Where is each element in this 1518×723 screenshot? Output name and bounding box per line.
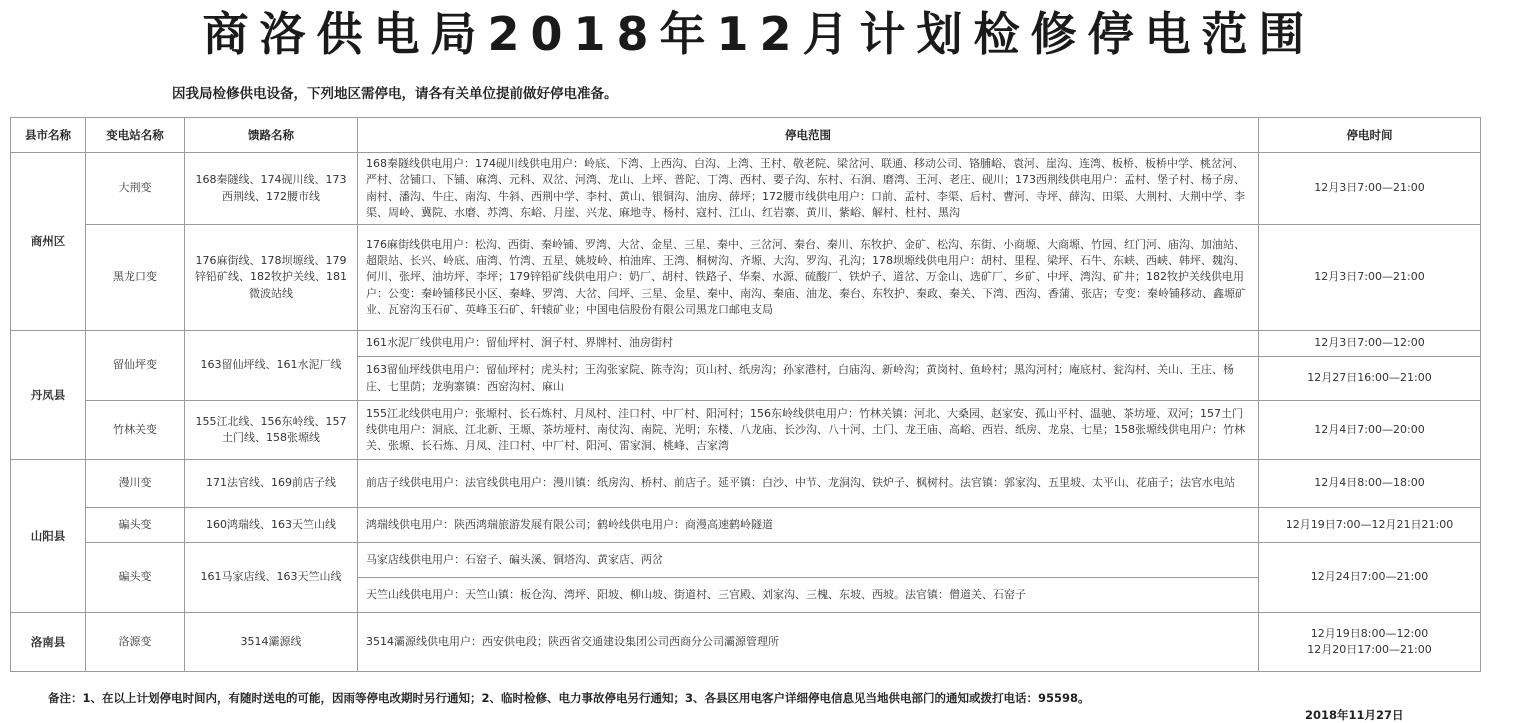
time-cell (1259, 613, 1481, 672)
time-cell: 12月4日8:00—18:00 (1259, 460, 1481, 508)
time-cell: 12月3日7:00—21:00 (1259, 153, 1481, 225)
substation-cell: 漫川变 (86, 460, 185, 508)
range-cell: 前店子线供电用户：法官线供电用户：漫川镇：纸房沟、桥村、前店子。延平镇：白沙、中节、龙洞沟、铁炉子、枫树村。法官镇：郭家沟、五里坡、太平山、花庙子；法官水电站 (358, 460, 1259, 508)
time-cell: 12月3日7:00—21:00 (1259, 225, 1481, 331)
feeder-cell: 160鸿瑞线、163天竺山线 (185, 508, 358, 543)
range-cell: 168秦隧线供电用户：174砚川线供电用户：岭底、下湾、上西沟、白沟、上湾、王村、敬老院、梁岔河、联通、移动公司、铬脯峪、袁河、崖沟、连湾、板桥、板桥中学、桃岔河、严村、岔铺口、下铺、麻湾、元科、双岔、河湾、龙山、上坪、普陀、丁湾、西村、要子沟、东村、石涧、磨湾、王河、老庄、砚川；173西荆线供电用户：孟村、堡子村、杨子房、南村、潘沟、牛庄、南沟、牛斜、西荆中学、李村、黄山、银铜沟、油房、薛坪；172腰市线供电用户：口前、孟村、李渠、后村、曹河、寺坪、薛沟、田渠、大荆村、大荆中学、李渠、周岭、冀院、水磨、苏湾、东峪、月崖、兴龙、麻地寺、杨村、寇村、江山、红岩寨、黄川、紫峪、解村、杜村、黑沟 (358, 153, 1259, 225)
table-row (11, 401, 1481, 460)
range-cell: 天竺山线供电用户：天竺山镇：板仓沟、湾坪、阳坡、柳山坡、街道村、三官殿、刘家沟、三槐、东坡、西坡。法官镇：僧道关、石窑子 (358, 578, 1259, 613)
table-row (11, 543, 1481, 578)
time-cell: 12月4日7:00—20:00 (1259, 401, 1481, 460)
feeder-cell: 163留仙坪线、161水泥厂线 (185, 331, 358, 401)
feeder-cell: 161马家店线、163天竺山线 (185, 543, 358, 613)
range-cell: 马家店线供电用户：石窑子、碥头溪、铜塔沟、黄家店、两岔 (358, 543, 1259, 578)
header-row (11, 118, 1481, 153)
time-cell: 12月19日7:00—12月21日21:00 (1259, 508, 1481, 543)
range-cell: 鸿瑞线供电用户：陕西鸿瑞旅游发展有限公司；鹤岭线供电用户：商漫高速鹤岭隧道 (358, 508, 1259, 543)
time-cell: 12月27日16:00—21:00 (1259, 357, 1481, 401)
table-row (11, 153, 1481, 225)
page-title: 商洛供电局2018年12月计划检修停电范围 (202, 7, 1316, 61)
footnote: 备注：1、在以上计划停电时间内，有随时送电的可能，因雨等停电改期时另行通知；2、临时检修、电力事故停电另行通知；3、各县区用电客户详细停电信息见当地供电部门的通知或拨打电话：95598。 (48, 691, 1090, 705)
substation-cell: 大荆变 (86, 153, 185, 225)
range-cell: 163留仙坪线供电用户：留仙坪村；虎头村；王沟张家院、陈寺沟；页山村、纸房沟；孙家港村，白庙沟、新岭沟；黄岗村、鱼岭村；黑沟河村；庵底村、瓮沟村、关山、王庄、杨庄、七里荫；龙驹寨镇：西窑沟村、麻山 (358, 357, 1259, 401)
substation-cell: 洛源变 (86, 613, 185, 672)
outage-table (10, 117, 1481, 672)
feeder-cell: 3514灞源线 (185, 613, 358, 672)
time-cell: 12月3日7:00—12:00 (1259, 331, 1481, 357)
county-cell: 山阳县 (11, 460, 86, 613)
feeder-cell: 155江北线、156东岭线、157土门线、158张塬线 (185, 401, 358, 460)
table-row (11, 225, 1481, 331)
table-row (11, 508, 1481, 543)
range-cell: 161水泥厂线供电用户：留仙坪村、涧子村、界牌村、油房街村 (358, 331, 1259, 357)
header-substation: 变电站名称 (86, 118, 185, 153)
issue-date: 2018年11月27日 (1305, 708, 1404, 722)
county-cell: 商州区 (11, 153, 86, 331)
substation-cell: 碥头变 (86, 543, 185, 613)
feeder-cell: 171法官线、169前店子线 (185, 460, 358, 508)
header-county: 县市名称 (11, 118, 86, 153)
time-cell: 12月24日7:00—21:00 (1259, 543, 1481, 613)
substation-cell: 碥头变 (86, 508, 185, 543)
header-range: 停电范围 (358, 118, 1259, 153)
substation-cell: 留仙坪变 (86, 331, 185, 401)
header-feeder: 馈路名称 (185, 118, 358, 153)
header-time: 停电时间 (1259, 118, 1481, 153)
table-row (11, 613, 1481, 672)
table-row (11, 331, 1481, 357)
range-cell: 3514灞源线供电用户：西安供电段；陕西省交通建设集团公司西商分公司灞源管理所 (358, 613, 1259, 672)
feeder-cell: 176麻街线、178坝塬线、179锌铅矿线、182牧护关线、181微波站线 (185, 225, 358, 331)
substation-cell: 黑龙口变 (86, 225, 185, 331)
time-line-2: 12月20日17:00—21:00 (1307, 643, 1432, 656)
county-cell: 丹凤县 (11, 331, 86, 460)
range-cell: 155江北线供电用户：张塬村、长石炼村、月凤村、洼口村、中厂村、阳河村；156东岭线供电用户：竹林关镇：河北、大桑园、赵家安、孤山平村、温驰、茶坊垭、双河；157土门线供电用户：洞底、江北新、王塬、茶坊垭村、南仗沟、南院、光明；东楼、八龙庙、长沙沟、八十河、土门、龙王庙、高峪、西岩、纸房、龙泉、七星；158张塬线供电用户：竹林关、张塬、长石炼、月凤、洼口村、中厂村、阳河、雷家洞、桃峰、吉家湾 (358, 401, 1259, 460)
county-cell: 洛南县 (11, 613, 86, 672)
substation-cell: 竹林关变 (86, 401, 185, 460)
feeder-cell: 168秦隧线、174砚川线、173西荆线、172腰市线 (185, 153, 358, 225)
table-row (11, 460, 1481, 508)
intro-text: 因我局检修供电设备，下列地区需停电，请各有关单位提前做好停电准备。 (172, 86, 618, 102)
range-cell: 176麻街线供电用户：松沟、西街、秦岭铺、罗湾、大岔、金星、三星、秦中、三岔河、秦台、秦川、东牧护、金矿、松沟、东街、小商塬、大商塬、竹园、红门河、庙沟、加油站、超限站、长兴、岭底、庙湾、竹湾、五星、姚坡岭、柏油库、王湾、桐树沟、齐塬、大沟、罗沟、孔沟；178坝塬线供电用户：胡村、里程、梁坪、石牛、东峡、西峡、韩坪、魏沟、何川、张坪、油坊坪、李坪；179锌铅矿线供电用户：奶厂、胡村、铁路子、华秦、水源、硫酸厂、铁炉子、道岔、万金山、选矿厂、乡矿、中坪、湾沟、矿井；182牧护关线供电用户：公变：秦岭铺移民小区、秦峰、罗湾、大岔、闫坪、三星、金星、秦中、南沟、秦庙、油龙、秦台、东牧护、秦政、秦关、下湾、西沟、香蒲、张店；专变：秦岭铺移动、鑫塬矿业、瓦窑沟玉石矿、英峰玉石矿、轩辕矿业；中国电信股份有限公司黑龙口邮电支局 (358, 225, 1259, 331)
time-line-1: 12月19日8:00—12:00 (1310, 626, 1429, 640)
